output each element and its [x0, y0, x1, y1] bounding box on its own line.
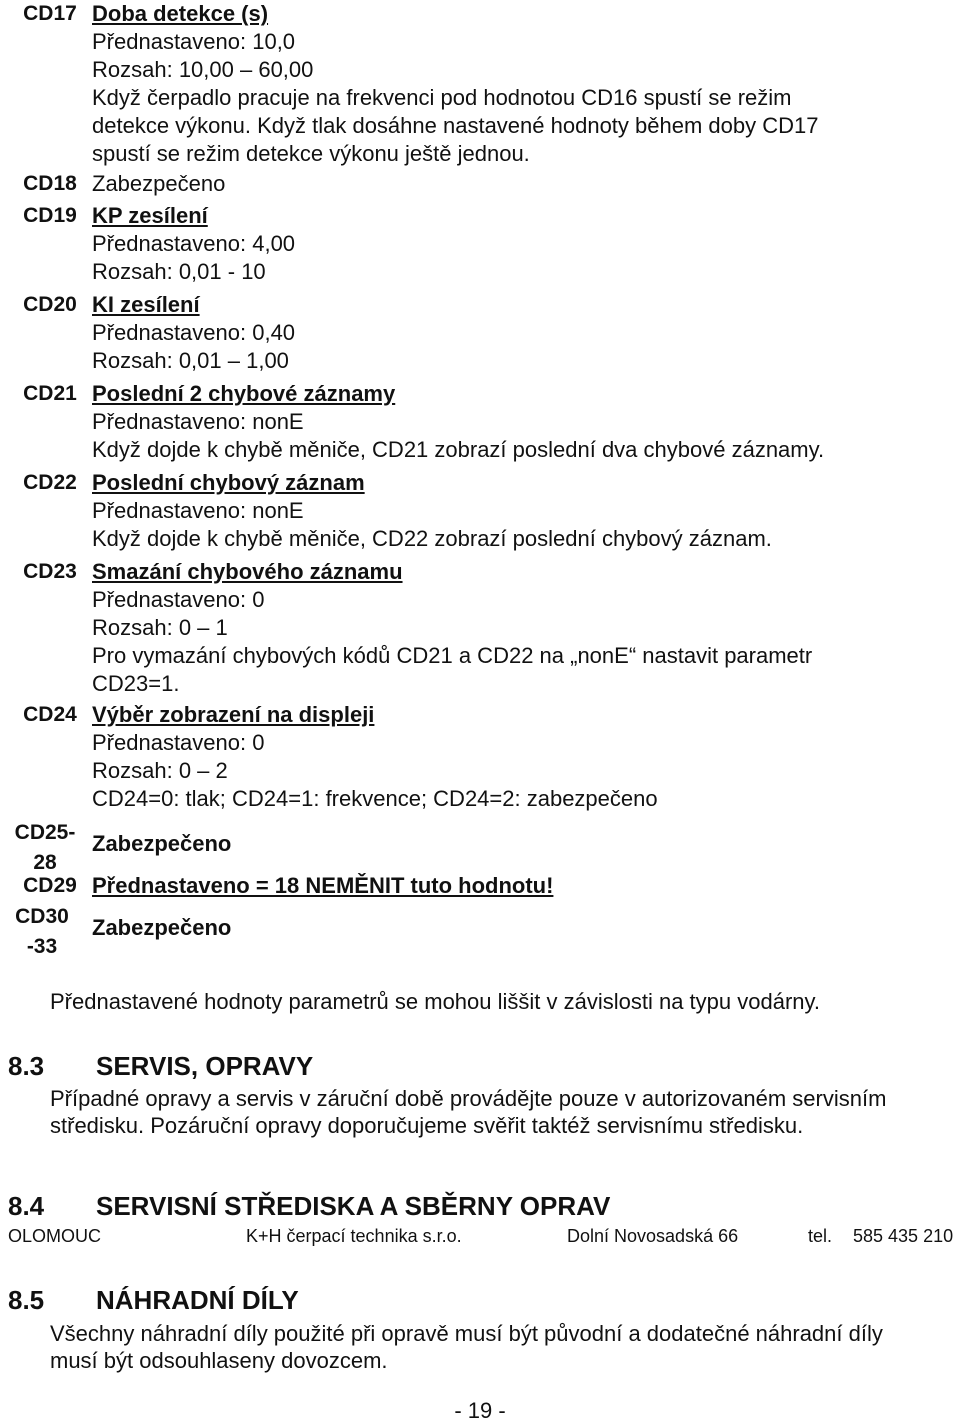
- param-code: CD29: [23, 874, 77, 897]
- section-text: Všechny náhradní díly použité při opravě musí být původní a dodatečné náhradní díly musí být odsouhlaseny dovozcem.: [50, 1321, 883, 1373]
- param-title: Poslední chybový záznam: [92, 470, 365, 495]
- param-code: CD21: [23, 382, 77, 405]
- section-text: Případné opravy a servis v záruční době provádějte pouze v autorizovaném servisním středisku. Pozáruční opravy doporučujeme svěřit taktéž servisnímu středisku.: [50, 1086, 887, 1138]
- param-title: Smazání chybového záznamu: [92, 559, 403, 584]
- param-code: CD23: [23, 560, 77, 583]
- param-title: KP zesílení: [92, 203, 208, 228]
- section-number: 8.4: [8, 1191, 45, 1221]
- section-title: SERVIS, OPRAVY: [96, 1051, 314, 1081]
- param-line: Přednastaveno: 10,0: [92, 29, 296, 54]
- section-heading: [8, 1284, 299, 1316]
- param-code: CD30 -33: [15, 905, 69, 958]
- param-title: Zabezpečeno: [92, 831, 232, 856]
- section-heading: [8, 1190, 610, 1222]
- param-line: Rozsah: 10,00 – 60,00: [92, 57, 314, 82]
- param-line: Když dojde k chybě měniče, CD21 zobrazí poslední dva chybové záznamy.: [92, 437, 825, 462]
- param-code: CD24: [23, 703, 77, 726]
- section-number: 8.3: [8, 1051, 45, 1081]
- service-tel-label: tel.: [808, 1226, 833, 1246]
- param-code: CD22: [23, 471, 77, 494]
- param-title: Přednastaveno = 18 NEMĚNIT tuto hodnotu!: [92, 873, 554, 898]
- defaults-note: Přednastavené hodnoty parametrů se mohou liššit v závislosti na typu vodárny.: [50, 989, 820, 1014]
- param-line: Rozsah: 0 – 1: [92, 615, 228, 640]
- param-code: CD19: [23, 204, 77, 227]
- param-line: Rozsah: 0,01 - 10: [92, 259, 266, 284]
- param-line: Přednastaveno: 0: [92, 587, 265, 612]
- param-title: Doba detekce (s): [92, 1, 269, 26]
- param-line: Přednastaveno: nonE: [92, 498, 304, 523]
- param-line: Přednastaveno: 4,00: [92, 231, 296, 256]
- param-line: Přednastaveno: 0,40: [92, 320, 296, 345]
- param-line: CD24=0: tlak; CD24=1: frekvence; CD24=2: zabezpečeno: [92, 786, 658, 811]
- section-number: 8.5: [8, 1285, 45, 1315]
- param-title: KI zesílení: [92, 292, 200, 317]
- service-street: Dolní Novosadská 66: [567, 1226, 739, 1246]
- param-title: Zabezpečeno: [92, 915, 232, 940]
- param-line: Když dojde k chybě měniče, CD22 zobrazí poslední chybový záznam.: [92, 526, 772, 551]
- param-title: Zabezpečeno: [92, 171, 226, 196]
- param-line: Přednastaveno: nonE: [92, 409, 304, 434]
- param-code: CD17: [23, 2, 77, 25]
- section-heading: [8, 1050, 313, 1082]
- service-company: K+H čerpací technika s.r.o.: [246, 1226, 462, 1246]
- param-line: Přednastaveno: 0: [92, 730, 265, 755]
- param-line: Pro vymazání chybových kódů CD21 a CD22 na „nonE“ nastavit parametr: [92, 643, 813, 668]
- param-code: CD18: [23, 172, 77, 195]
- param-code: CD25-28: [14, 821, 76, 874]
- service-tel: 585 435 210: [853, 1226, 954, 1246]
- section-title: SERVISNÍ STŘEDISKA A SBĚRNY OPRAV: [96, 1191, 611, 1221]
- param-line: Když čerpadlo pracuje na frekvenci pod hodnotou CD16 spustí se režim: [92, 85, 792, 110]
- param-line: Rozsah: 0 – 2: [92, 758, 228, 783]
- param-code: CD20: [23, 293, 77, 316]
- service-city: OLOMOUC: [8, 1226, 102, 1246]
- param-title: Výběr zobrazení na displeji: [92, 702, 375, 727]
- param-line: detekce výkonu. Když tlak dosáhne nastavené hodnoty během doby CD17: [92, 113, 819, 138]
- page-number: - 19 -: [454, 1398, 506, 1423]
- section-title: NÁHRADNÍ DÍLY: [96, 1285, 299, 1315]
- param-line: CD23=1.: [92, 671, 180, 696]
- param-line: spustí se režim detekce výkonu ještě jednou.: [92, 141, 530, 166]
- param-title: Poslední 2 chybové záznamy: [92, 381, 396, 406]
- param-line: Rozsah: 0,01 – 1,00: [92, 348, 289, 373]
